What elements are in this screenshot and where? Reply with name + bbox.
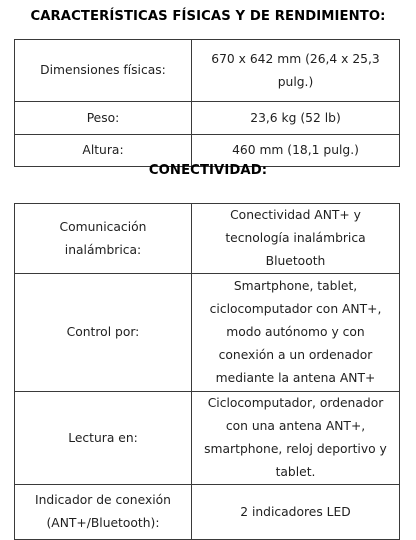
row-label: Comunicación inalámbrica:	[15, 204, 192, 274]
row-value: Smartphone, tablet, ciclocomputador con ANT+, modo autónomo y con conexión a un ordenador mediante la antena ANT+	[192, 274, 400, 392]
table-row	[15, 204, 400, 274]
row-label: Dimensiones físicas:	[15, 40, 192, 102]
row-value: Conectividad ANT+ y tecnología inalámbrica Bluetooth	[192, 204, 400, 274]
row-label: Control por:	[15, 274, 192, 392]
table-row	[15, 102, 400, 135]
connectivity-specs-table	[14, 203, 400, 540]
row-label: Peso:	[15, 102, 192, 135]
row-value: 460 mm (18,1 pulg.)	[192, 135, 400, 167]
row-label: Lectura en:	[15, 392, 192, 485]
row-label: Indicador de conexión (ANT+/Bluetooth):	[15, 485, 192, 540]
row-value: 2 indicadores LED	[192, 485, 400, 540]
row-value: 23,6 kg (52 lb)	[192, 102, 400, 135]
table-row	[15, 392, 400, 485]
table-row	[15, 274, 400, 392]
section-title-physical: CARACTERÍSTICAS FÍSICAS Y DE RENDIMIENTO:	[30, 9, 386, 24]
table-row	[15, 40, 400, 102]
physical-specs-table	[14, 39, 400, 167]
row-value: 670 x 642 mm (26,4 x 25,3 pulg.)	[192, 40, 400, 102]
row-value: Ciclocomputador, ordenador con una antena ANT+, smartphone, reloj deportivo y tablet.	[192, 392, 400, 485]
table-row	[15, 135, 400, 167]
row-label: Altura:	[15, 135, 192, 167]
section-title-connectivity: CONECTIVIDAD:	[148, 163, 268, 178]
table-row	[15, 485, 400, 540]
